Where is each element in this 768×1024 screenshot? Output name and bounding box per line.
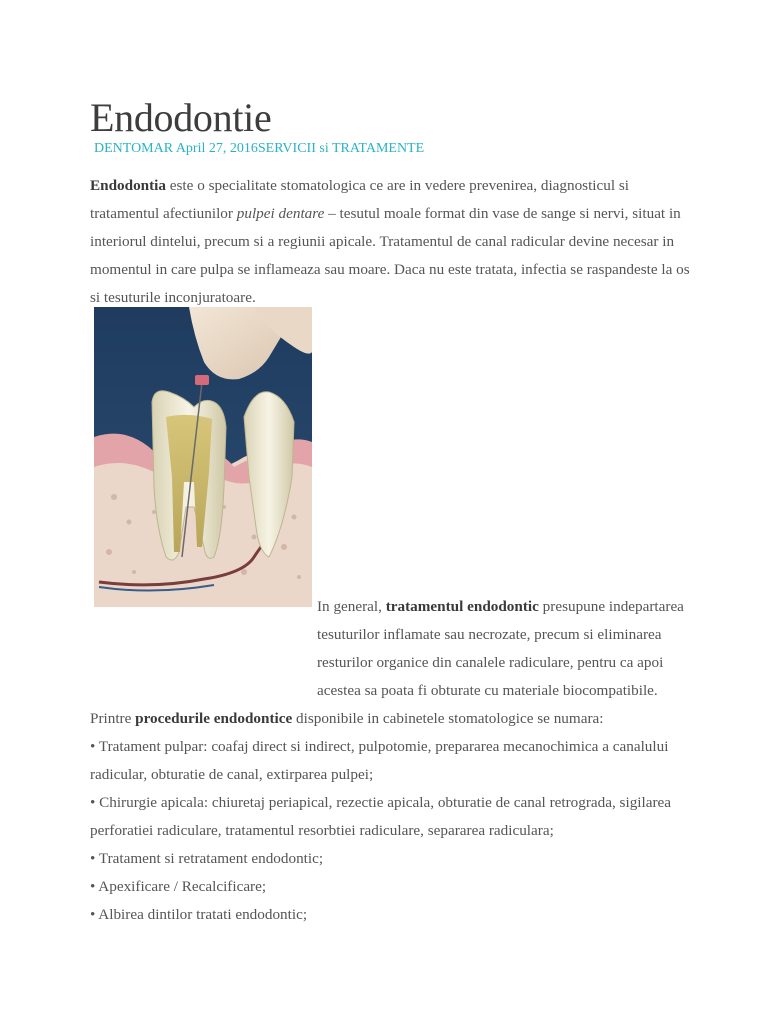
post-meta — [94, 140, 424, 158]
general-text-1: In general, — [317, 598, 386, 615]
list-item: • Tratament si retratament endodontic; — [90, 850, 324, 867]
author-link[interactable]: DENTOMAR — [94, 141, 174, 156]
list-item: • Albirea dintilor tratati endodontic; — [90, 906, 308, 923]
treatment-section — [90, 593, 690, 929]
general-bold: tratamentul endodontic — [385, 598, 539, 615]
list-item: • Chirurgie apicala: chiuretaj periapical, rezectie apicala, obturatie de canal retrograda, sigilarea perforatiei radiculare, tratamentul resorbtiei radiculare, separarea radiculara; — [90, 794, 672, 839]
procedures-text-1: Printre — [90, 710, 136, 727]
intro-paragraph — [90, 172, 690, 312]
procedures-bold: procedurile endodontice — [135, 710, 293, 727]
list-item: • Tratament pulpar: coafaj direct si indirect, pulpotomie, prepararea mecanochimica a canalului radicular, obturatie de canal, extirparea pulpei; — [90, 738, 669, 783]
page-title: Endodontie — [90, 95, 272, 140]
intro-text-2: – tesutul moale format din vase de sange si nervi, situat in interiorul dintelui, precum si a regiunii apicale. Tratamentul de canal radicular devine necesar in momentul in care pulpa se inflameaza sau moare. Daca nu este tratata, infectia se raspandeste la os si tesuturile inconjuratoare. — [90, 205, 690, 306]
general-paragraph — [90, 593, 690, 705]
intro-text-1: este o specialitate stomatologica ce are in vedere prevenirea, diagnosticul si tratamentul afectiunilor — [90, 177, 630, 222]
intro-bold: Endodontia — [90, 177, 166, 194]
general-text-2: presupune indepartarea tesuturilor inflamate sau necrozate, precum si eliminarea resturilor organice din canalele radiculare, pentru ca apoi acestea sa poata fi obturate cu materiale biocompatibile. — [317, 598, 684, 699]
root-canal-illustration — [94, 307, 312, 607]
intro-italic: pulpei dentare — [236, 205, 325, 222]
category-link[interactable]: SERVICII si TRATAMENTE — [257, 141, 425, 156]
post-date[interactable]: April 27, 2016 — [175, 141, 258, 156]
list-item: • Apexificare / Recalcificare; — [90, 878, 267, 895]
procedures-paragraph — [90, 705, 690, 733]
procedures-list — [90, 733, 690, 929]
procedures-text-2: disponibile in cabinetele stomatologice se numara: — [292, 710, 604, 727]
